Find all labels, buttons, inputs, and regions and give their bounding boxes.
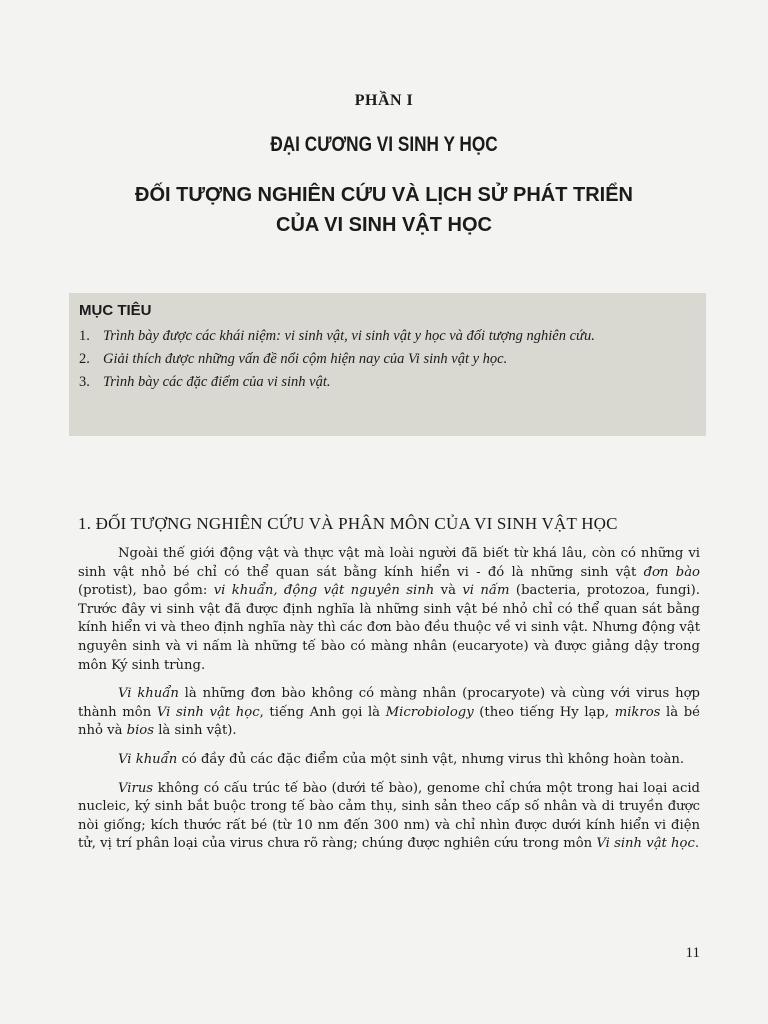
paragraph-1 xyxy=(78,545,700,675)
text-run: là những đơn bào không có màng nhân (procaryote) và cùng với virus hợp thành môn xyxy=(78,686,700,720)
section-heading: 1. ĐỐI TƯỢNG NGHIÊN CỨU VÀ PHÂN MÔN CỦA VI SINH VẬT HỌC xyxy=(78,514,618,533)
text-run: (bacteria, protozoa, fungi). Trước đây vi sinh vật đã được định nghĩa là những sinh vật bé nhỏ chỉ có thể quan sát bằng kính hiển vi và theo định nghĩa này thì các đơn bào đều thuộc về vi sinh vật. Nhưng động vật nguyên sinh và vi nấm là những tế bào có màng nhân (eucaryote) và được giảng dậy trong môn Ký sinh trùng. xyxy=(78,583,700,673)
italic-term: bios xyxy=(126,723,154,739)
objective-number: 3. xyxy=(79,374,90,390)
paragraph-3 xyxy=(78,751,700,770)
text-run: Ngoài thế giới động vật và thực vật mà loài người đã biết từ khá lâu, còn có những vi sinh vật nhỏ bé chỉ có thể quan sát bằng kính hiển vi - đó là những sinh vật xyxy=(78,546,700,580)
objectives-list xyxy=(79,327,696,391)
objective-text: Trình bày được các khái niệm: vi sinh vật, vi sinh vật y học và đối tượng nghiên cứu. xyxy=(103,328,595,344)
text-run: và xyxy=(434,583,463,599)
italic-term: Virus xyxy=(118,780,154,796)
part-title: ĐẠI CƯƠNG VI SINH Y HỌC xyxy=(270,133,498,156)
italic-term: Vi sinh vật học xyxy=(596,836,695,852)
text-run: . xyxy=(694,836,700,852)
part-label: PHẦN I xyxy=(354,92,414,109)
objective-text: Trình bày các đặc điểm của vi sinh vật. xyxy=(103,374,331,390)
text-run: là sinh vật). xyxy=(154,723,237,739)
page-number: 11 xyxy=(685,945,700,961)
body-text xyxy=(78,545,700,864)
objective-item xyxy=(79,373,696,391)
text-run: là bé nhỏ và xyxy=(78,704,700,739)
text-run: có đầy đủ các đặc điểm của một sinh vật, nhưng virus thì không hoàn toàn. xyxy=(177,751,685,767)
italic-term: Vi khuẩn xyxy=(118,686,179,702)
paragraph-4 xyxy=(78,780,700,854)
objective-item xyxy=(79,350,696,368)
chapter-title-line-2: CỦA VI SINH VẬT HỌC xyxy=(276,214,492,236)
italic-term: vi khuẩn, động vật nguyên sinh xyxy=(213,583,435,599)
italic-term: Vi khuẩn xyxy=(118,751,178,767)
objectives-heading: MỤC TIÊU xyxy=(79,302,152,319)
paragraph-2 xyxy=(78,685,700,741)
objective-text: Giải thích được những vấn đề nổi cộm hiện nay của Vi sinh vật y học. xyxy=(103,351,508,367)
text-run: không có cấu trúc tế bào (dưới tế bào), genome chỉ chứa một trong hai loại acid nucleic, ký sinh bắt buộc trong tế bào cảm thụ, sinh sản theo cấp số nhân và di truyền được nòi giống; kích thước rất bé (từ 10 nm đến 300 nm) và chỉ nhìn được dưới kính hiển vi điện tử, vị trí phân loại của virus chưa rõ ràng; chúng được nghiên cứu trong môn xyxy=(78,780,700,852)
text-run: , tiếng Anh gọi là xyxy=(259,704,386,720)
objectives-box xyxy=(69,293,706,436)
objective-item xyxy=(79,327,696,345)
text-run: (protist), bao gồm: xyxy=(78,583,214,599)
italic-term: vi nấm xyxy=(462,583,510,599)
objective-number: 1. xyxy=(79,328,90,344)
italic-term: đơn bào xyxy=(643,564,700,580)
italic-term: Microbiology xyxy=(385,704,474,720)
chapter-title-line-1: ĐỐI TƯỢNG NGHIÊN CỨU VÀ LỊCH SỬ PHÁT TRIỂN xyxy=(135,184,633,206)
text-run: (theo tiếng Hy lạp, xyxy=(473,704,615,720)
chapter-title xyxy=(60,180,708,240)
italic-term: Vi sinh vật học xyxy=(156,704,260,720)
italic-term: mikros xyxy=(614,704,661,720)
objective-number: 2. xyxy=(79,351,90,367)
